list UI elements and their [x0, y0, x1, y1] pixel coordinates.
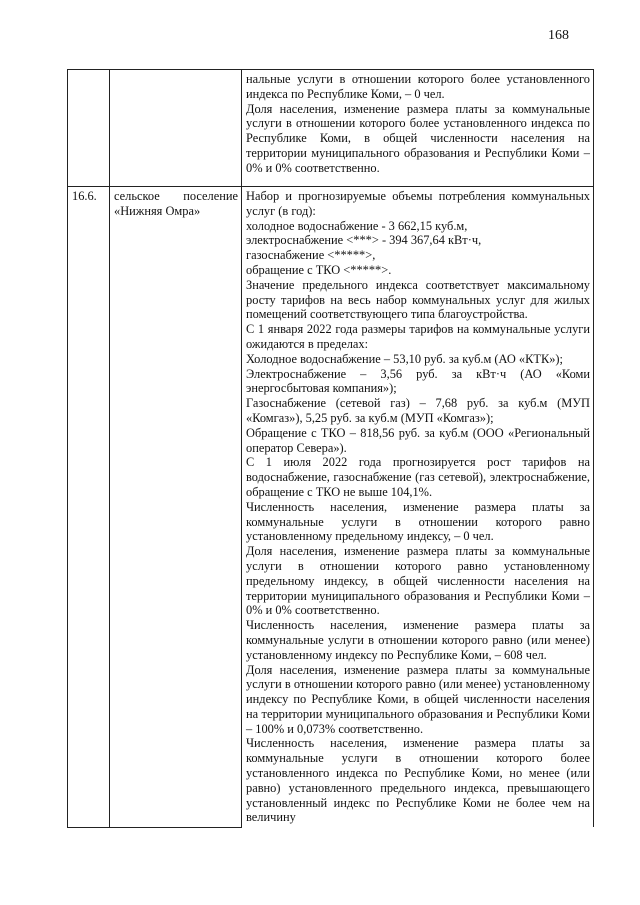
paragraph: Электроснабжение – 3,56 руб. за кВт·ч (АО «Коми энергосбытовая компания»);: [246, 366, 590, 396]
paragraph: электроснабжение <***> - 394 367,64 кВт·ч,: [246, 233, 482, 248]
paragraph: Численность населения, изменение размера платы за коммунальные услуги в отношении которого равно установленному предельному индексу, – 0 чел.: [246, 499, 590, 544]
paragraph: Набор и прогнозируемые объемы потребления коммунальных услуг (в год):: [246, 189, 590, 218]
paragraph: Доля населения, изменение размера платы за коммунальные услуги в отношении которого равно (или менее) установленному индексу по Республике Коми, в общей численности населения на территории муниципального образования и Республики Коми – 100% и 0,073% соответственно.: [246, 662, 591, 736]
paragraph: холодное водоснабжение - 3 662,15 куб.м,: [246, 218, 468, 233]
paragraph: Численность населения, изменение размера платы за коммунальные услуги в отношении которого более установленного индекса по Республике Коми, но менее (или равно) установленного предельного индекса, превышающего установленный индекс по Республике Коми не более чем на величину: [246, 736, 590, 825]
paragraph: обращение с ТКО <*****>.: [246, 262, 392, 277]
municipality-name-cell: [110, 70, 242, 187]
document-table: [67, 69, 594, 828]
paragraph: С 1 января 2022 года размеры тарифов на коммунальные услуги ожидаются в пределах:: [246, 322, 590, 351]
paragraph: Холодное водоснабжение – 53,10 руб. за куб.м (АО «КТК»);: [246, 351, 563, 366]
paragraph: Доля населения, изменение размера платы за коммунальные услуги в отношении которого более установленного индекса по Республике Коми, в общей численности населения на территории муниципального образования и Республики Коми – 0% и 0% соответственно.: [246, 101, 590, 175]
paragraph: газоснабжение <*****>,: [246, 248, 376, 263]
table-row: [68, 187, 594, 828]
paragraph: Значение предельного индекса соответствует максимальному росту тарифов на весь набор коммунальных услуг для жилых помещений соответствующего типа благоустройства.: [246, 277, 590, 322]
municipality-name-cell: сельское поселение «Нижняя Омра»: [110, 187, 242, 828]
description-cell: [242, 187, 594, 828]
paragraph: С 1 июля 2022 года прогнозируется рост тарифов на водоснабжение, газоснабжение (газ сетевой), электроснабжение, обращение с ТКО не выше 104,1%.: [246, 455, 590, 499]
paragraph: Обращение с ТКО – 818,56 руб. за куб.м (ООО «Региональный оператор Севера»).: [246, 425, 590, 455]
row-number-cell: 16.6.: [68, 187, 110, 828]
paragraph: нальные услуги в отношении которого более установленного индекса по Республике Коми, – 0 чел.: [246, 72, 590, 101]
paragraph: Доля населения, изменение размера платы за коммунальные услуги в отношении которого равно установленному предельному индексу, в общей численности населения на территории муниципального образования и Республики Коми – 0% и 0% соответственно.: [246, 544, 590, 618]
paragraph: Численность населения, изменение размера платы за коммунальные услуги в отношении которого равно (или менее) установленному индексу по Республике Коми, – 608 чел.: [246, 618, 590, 662]
table-row: [68, 70, 594, 187]
page-number: 168: [548, 28, 569, 43]
description-cell: [242, 70, 594, 187]
paragraph: Газоснабжение (сетевой газ) – 7,68 руб. за куб.м (МУП «Комгаз»), 5,25 руб. за куб.м (МУП «Комгаз»);: [246, 396, 590, 425]
row-number-cell: [68, 70, 110, 187]
